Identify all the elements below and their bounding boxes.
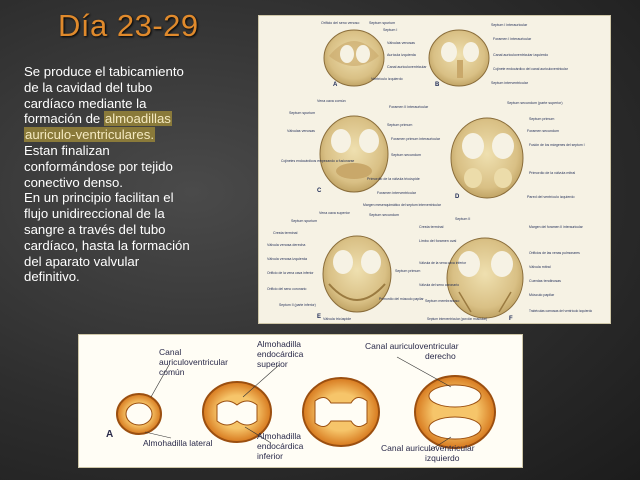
- anatomy-label: Trabéculas carnosas del ventrículo izquierdo: [529, 309, 593, 313]
- anatomy-label: Septum I: [383, 28, 398, 32]
- chamber-cavity: [356, 45, 370, 63]
- body-line: cardíaco, hasta la formación: [24, 237, 190, 253]
- anatomy-label: Orificio del seno coronario: [267, 287, 307, 291]
- chamber-cavity: [491, 251, 513, 277]
- anatomy-label: Fusión de los márgenes del septum I: [529, 143, 585, 147]
- heart-section-shape: [451, 118, 523, 198]
- anatomy-label: Orificios de las venas pulmonares: [529, 251, 580, 255]
- anatomy-label: Vena cava común: [317, 99, 346, 103]
- chamber-cavity: [463, 42, 479, 62]
- body-line: conectivo denso.: [24, 174, 123, 190]
- anatomy-label: Margen mesenquimático del septum interventricular: [363, 203, 441, 207]
- left-canal-lumen: [429, 417, 481, 439]
- label-right-canal: Canal auriculoventricular: [365, 341, 459, 351]
- chamber-cavity: [340, 45, 354, 63]
- anatomy-label: Septum primum: [395, 269, 421, 273]
- anatomy-label: Válvula del seno coronario: [419, 283, 459, 287]
- body-line: flujo unidireccional de la: [24, 206, 165, 222]
- heart-section-shape: [447, 238, 523, 318]
- anatomy-label: Septum II (parte inferior): [279, 303, 316, 307]
- anatomy-label: Foramen interventricular: [377, 191, 416, 195]
- chamber-cavity: [359, 129, 379, 153]
- label-common-canal: Canal: [159, 347, 182, 357]
- anatomy-label: Orificio de la vena cava inferior: [267, 271, 314, 275]
- anatomy-label: Válvula venosa derecha: [267, 243, 306, 247]
- body-line: formación de: [24, 111, 104, 127]
- label-inferior-cushion: endocárdica: [257, 441, 304, 451]
- anatomy-label: Septum primum: [387, 123, 413, 127]
- body-line: del aparato valvular: [24, 253, 140, 269]
- body-line: Estan finalizan: [24, 142, 110, 158]
- anatomy-label: Limbo del foramen oval: [419, 239, 457, 243]
- label-lateral-cushion: Almohadilla lateral: [143, 438, 213, 448]
- label-superior-cushion: superior: [257, 359, 288, 369]
- chamber-cavity: [441, 42, 457, 62]
- anatomy-label: Pared del ventrículo izquierdo: [527, 195, 575, 199]
- body-line: sangre a través del tubo: [24, 221, 166, 237]
- body-line: de la cavidad del tubo: [24, 79, 153, 95]
- heart-septation-svg: [259, 16, 610, 323]
- panel-letter: C: [317, 188, 322, 194]
- anatomy-label: Septum secundum: [369, 213, 399, 217]
- anatomy-label: Septum interventricular: [491, 81, 528, 85]
- label-superior-cushion: Almohadilla: [257, 339, 301, 349]
- anatomy-label: Septum secundum: [391, 153, 421, 157]
- anatomy-label: Válvula de la vena cava inferior: [419, 261, 467, 265]
- panel-f: [419, 217, 592, 322]
- panel-letter: A: [106, 429, 114, 440]
- anatomy-label: Canal auriculoventricular izquierdo: [493, 53, 549, 57]
- anatomy-label: Músculo papilar: [529, 293, 555, 297]
- septum-shape: [457, 60, 463, 78]
- anatomy-label: Orificio del seno venoso: [321, 21, 360, 25]
- panel-c: [281, 99, 442, 207]
- highlighted-term: almoadillas: [104, 111, 171, 127]
- heart-septation-figure: [258, 15, 611, 324]
- label-inferior-cushion: Almohadilla: [257, 431, 301, 441]
- anatomy-label: Septum secundum (parte superior): [507, 101, 563, 105]
- anatomy-label: Septum II: [455, 217, 471, 221]
- label-left-canal: izquierdo: [425, 453, 460, 463]
- anatomy-label: Canal auriculoventricular: [387, 65, 427, 69]
- anatomy-label: Válvula mitral: [529, 265, 551, 269]
- panel-letter: F: [509, 316, 513, 322]
- anatomy-label: Primordio del músculo papilar: [379, 297, 424, 301]
- anatomy-label: Aurícula izquierda: [387, 53, 416, 57]
- anatomy-label: Septum spurium: [291, 219, 318, 223]
- slide-body-text: [24, 64, 224, 285]
- anatomy-label: Válvulas venosas: [387, 41, 415, 45]
- label-left-canal: Canal auriculoventricular: [381, 443, 475, 453]
- highlighted-term: auriculo-ventriculares.: [25, 127, 154, 143]
- chamber-cavity: [462, 133, 484, 159]
- anatomy-label: Vena cava superior: [319, 211, 350, 215]
- canal-lumen: [126, 403, 152, 425]
- anatomy-label: Válvula venosa izquierda: [267, 257, 307, 261]
- anatomy-label: Cojinete endocárdico del canal auriculoventricular: [493, 67, 568, 71]
- body-line: Se produce el tabicamiento: [24, 64, 184, 79]
- av-canal-svg: [79, 335, 522, 467]
- anatomy-label: Foramen II interauricular: [389, 105, 429, 109]
- chamber-cavity: [333, 250, 353, 274]
- anatomy-label: Cuerdas tendinosas: [529, 279, 561, 283]
- stage-common-canal: [117, 394, 161, 434]
- panel-letter: B: [435, 82, 440, 88]
- label-inferior-cushion: inferior: [257, 451, 283, 461]
- anatomy-label: Foramen I interauricular: [493, 37, 532, 41]
- anatomy-label: Válvulas venosas: [287, 129, 315, 133]
- anatomy-label: Septum primum: [529, 117, 555, 121]
- canal-lumen: [217, 401, 257, 425]
- body-line: cardíaco mediante la: [24, 95, 147, 111]
- anatomy-label: Septum spurium: [289, 111, 316, 115]
- anatomy-label: Ventrículo izquierdo: [371, 77, 403, 81]
- body-line: conformándose por tejido: [24, 158, 173, 174]
- panel-e: [267, 211, 425, 321]
- label-superior-cushion: endocárdica: [257, 349, 304, 359]
- panel-letter: D: [455, 194, 460, 200]
- panel-d: [451, 101, 585, 200]
- label-common-canal: común: [159, 367, 185, 377]
- anatomy-label: Primordio de la válvula tricúspide: [367, 177, 420, 181]
- chamber-cavity: [464, 168, 482, 188]
- panel-a: [321, 21, 427, 88]
- stage-divided-canals: [415, 376, 495, 448]
- panel-b: [429, 23, 569, 88]
- anatomy-label: Cresta terminal: [419, 225, 444, 229]
- chamber-cavity: [331, 129, 351, 153]
- right-canal-lumen: [429, 385, 481, 407]
- av-canal-figure: [78, 334, 523, 468]
- label-right-canal: derecho: [425, 351, 456, 361]
- body-line: En un principio facilitan el: [24, 190, 174, 206]
- chamber-cavity: [361, 250, 381, 274]
- anatomy-label: Foramen secundum: [527, 129, 559, 133]
- anatomy-label: Cresta terminal: [273, 231, 298, 235]
- panel-letter: E: [317, 314, 322, 320]
- stage-cushions-meeting: [303, 378, 379, 446]
- anatomy-label: Cojinetes endocárdicos empezando a fusionarse: [281, 159, 355, 163]
- anatomy-label: Septum interventricular (porción muscular): [427, 317, 488, 321]
- slide-title: Día 23-29: [58, 8, 199, 43]
- anatomy-label: Margen del foramen II interauricular: [529, 225, 583, 229]
- panel-letter: A: [333, 82, 338, 88]
- anatomy-label: Septum spurium: [369, 21, 396, 25]
- chamber-cavity: [492, 133, 514, 159]
- anatomy-label: Foramen primum interauricular: [391, 137, 441, 141]
- label-common-canal: auriculoventricular: [159, 357, 228, 367]
- anatomy-label: Septum I interauricular: [491, 23, 528, 27]
- anatomy-label: Septum membranoso: [425, 299, 460, 303]
- chamber-cavity: [494, 168, 512, 188]
- body-line: definitivo.: [24, 269, 80, 285]
- anatomy-label: Primordio de la válvula mitral: [529, 171, 576, 175]
- anatomy-label: Válvula tricúspide: [323, 317, 352, 321]
